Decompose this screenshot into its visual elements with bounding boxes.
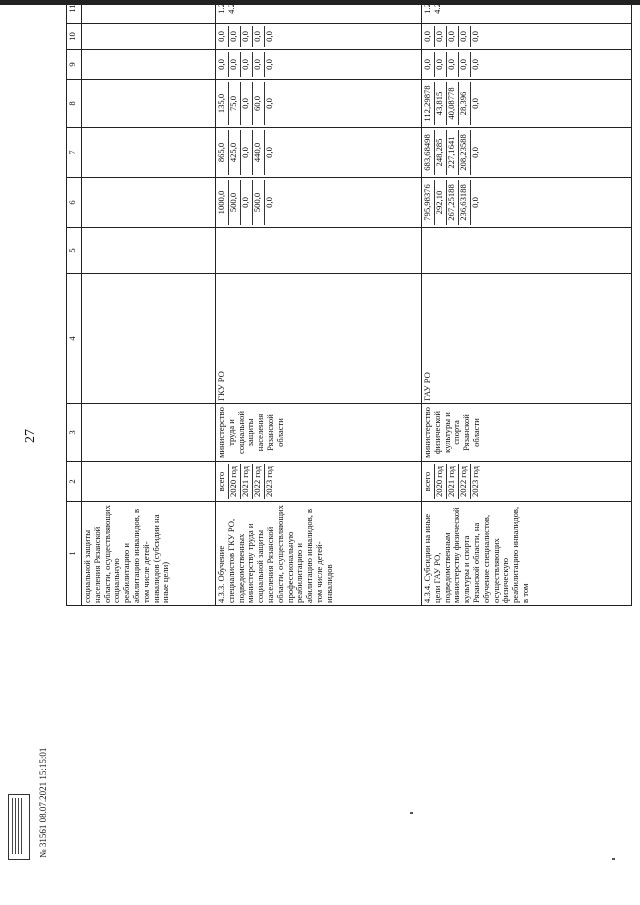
cont-empty-4 <box>82 274 216 404</box>
value-cell: 0,0 <box>264 31 274 42</box>
col-header-10: 10 <box>67 24 82 50</box>
value-cell: 0,0 <box>229 52 241 77</box>
value-cell: 0,0 <box>241 52 253 77</box>
value-cell: 0,0 <box>229 26 241 47</box>
value-cell: 208,23588 <box>459 130 471 175</box>
program-table <box>66 0 632 606</box>
value-cell: 0,0 <box>241 180 253 225</box>
row433-name: 4.3.3. Обучение специалистов ГКУ РО, подведомственных министерству труда и социальной защиты населения Рязанской области, осуществляющих профессиональную реабилитацию и абилитацию инвалидов, в том числе детей-инвалидов <box>216 502 422 606</box>
value-cell: 0,0 <box>241 130 253 175</box>
row433-col9 <box>216 50 422 80</box>
value-cell: 500,0 <box>253 180 265 225</box>
year-cell: 2020 год <box>435 464 447 499</box>
row433-col6 <box>216 178 422 228</box>
cont-name-cell: социальной защиты населения Рязанской области, осуществляющих социальную реабилитацию и абилитацию инвалидов, в том числе детей-инвалидов (субсидии на иные цели) <box>82 502 216 606</box>
row433-col10 <box>216 24 422 50</box>
continuation-row <box>82 0 216 606</box>
value-cell: 0,0 <box>253 52 265 77</box>
value-cell: 0,0 <box>470 31 480 42</box>
value-cell: 292,10 <box>435 180 447 225</box>
value-cell: 500,0 <box>229 180 241 225</box>
cont-empty-9 <box>82 50 216 80</box>
value-cell: 0,0 <box>264 197 274 208</box>
cont-empty-5 <box>82 228 216 274</box>
registration-footer <box>36 620 50 860</box>
row433-recipient: ГКУ РО <box>216 274 422 404</box>
col-header-1: 1 <box>67 502 82 606</box>
year-cell: 2023 год <box>264 465 274 498</box>
registration-stamp <box>6 794 34 864</box>
year-cell: 2023 год <box>470 465 480 498</box>
value-cell: 227,1641 <box>447 130 459 175</box>
page-number <box>24 428 38 448</box>
cont-empty-11 <box>82 0 216 24</box>
value-cell: 0,0 <box>459 52 471 77</box>
value-cell: 60,0 <box>253 82 265 125</box>
value-cell: 0,0 <box>470 147 480 158</box>
row433-executor: министерство труда и социальной защиты населения Рязанской области <box>216 404 422 462</box>
value-cell: 795,98376 <box>423 180 435 225</box>
header-row <box>67 0 82 606</box>
row434-col7 <box>422 128 632 178</box>
year-cell: 2022 год <box>459 464 471 499</box>
row434-col5 <box>422 228 632 274</box>
value-cell: 865,0 <box>217 130 229 175</box>
value-cell: 0,0 <box>217 26 229 47</box>
row434-col11: 1.2 4.2 <box>422 0 632 24</box>
barcode-lines <box>12 798 24 854</box>
cont-empty-10 <box>82 24 216 50</box>
col-header-6: 6 <box>67 178 82 228</box>
value-cell: 0,0 <box>435 52 447 77</box>
year-cell: 2021 год <box>241 464 253 499</box>
value-cell: 0,0 <box>447 26 459 47</box>
year-cell: 2022 год <box>253 464 265 499</box>
row434-col10 <box>422 24 632 50</box>
row433-col5 <box>216 228 422 274</box>
value-cell: 0,0 <box>470 98 480 109</box>
table-row-433 <box>216 0 422 606</box>
value-cell: 683,68498 <box>423 130 435 175</box>
table-row-434 <box>422 0 632 606</box>
value-cell: 0,0 <box>459 26 471 47</box>
value-cell: 75,0 <box>229 82 241 125</box>
value-cell: 112,29878 <box>423 82 435 125</box>
cont-empty-2 <box>82 462 216 502</box>
value-cell: 267,25188 <box>447 180 459 225</box>
cont-empty-7 <box>82 128 216 178</box>
value-cell: 0,0 <box>423 52 435 77</box>
year-cell: всего <box>217 464 229 499</box>
value-cell: 425,0 <box>229 130 241 175</box>
value-cell: 28,396 <box>459 82 471 125</box>
row433-col7 <box>216 128 422 178</box>
value-cell: 0,0 <box>423 26 435 47</box>
cont-empty-8 <box>82 80 216 128</box>
year-cell: 2020 год <box>229 464 241 499</box>
col-header-4: 4 <box>67 274 82 404</box>
value-cell: 248,285 <box>435 130 447 175</box>
col-header-8: 8 <box>67 80 82 128</box>
value-cell: 0,0 <box>253 26 265 47</box>
col-header-2: 2 <box>67 462 82 502</box>
scan-speck <box>612 858 615 860</box>
value-cell: 0,0 <box>447 52 459 77</box>
value-cell: 0,0 <box>264 98 274 109</box>
year-cell: 2021 год <box>447 464 459 499</box>
row434-col8 <box>422 80 632 128</box>
value-cell: 135,0 <box>217 82 229 125</box>
value-cell: 0,0 <box>241 82 253 125</box>
row433-col8 <box>216 80 422 128</box>
col-header-3: 3 <box>67 404 82 462</box>
value-cell: 236,63188 <box>459 180 471 225</box>
value-cell: 0,0 <box>264 147 274 158</box>
value-cell: 0,0 <box>435 26 447 47</box>
value-cell: 0,0 <box>264 59 274 70</box>
registration-number: № 31561 08.07.2021 15:15:01 <box>38 747 48 858</box>
value-cell: 0,0 <box>217 52 229 77</box>
row434-col9 <box>422 50 632 80</box>
row433-col11: 1.2 4.2 <box>216 0 422 24</box>
page-number-text: 27 <box>23 429 38 443</box>
data-table-rotated <box>66 3 630 606</box>
row434-recipient: ГАУ РО <box>422 274 632 404</box>
row434-name: 4.3.4. Субсидии на иные цели ГАУ РО, подведомственным министерству физической культуры и спорта Рязанской области, на обучение специалистов, осуществляющих физическую реабилитацию инвалидов, в том <box>422 502 632 606</box>
row433-years <box>216 462 422 502</box>
row434-years <box>422 462 632 502</box>
scan-speck <box>410 812 413 814</box>
row434-col6 <box>422 178 632 228</box>
value-cell: 43,815 <box>435 82 447 125</box>
col-header-9: 9 <box>67 50 82 80</box>
col-header-7: 7 <box>67 128 82 178</box>
cont-empty-3 <box>82 404 216 462</box>
value-cell: 40,08778 <box>447 82 459 125</box>
value-cell: 1000,0 <box>217 180 229 225</box>
cont-empty-6 <box>82 178 216 228</box>
value-cell: 0,0 <box>470 197 480 208</box>
value-cell: 440,0 <box>253 130 265 175</box>
col-header-5: 5 <box>67 228 82 274</box>
year-cell: всего <box>423 464 435 499</box>
value-cell: 0,0 <box>470 59 480 70</box>
value-cell: 0,0 <box>241 26 253 47</box>
row434-executor: министерство физической культуры и спорта Рязанской области <box>422 404 632 462</box>
col-header-11: 11 <box>67 0 82 24</box>
